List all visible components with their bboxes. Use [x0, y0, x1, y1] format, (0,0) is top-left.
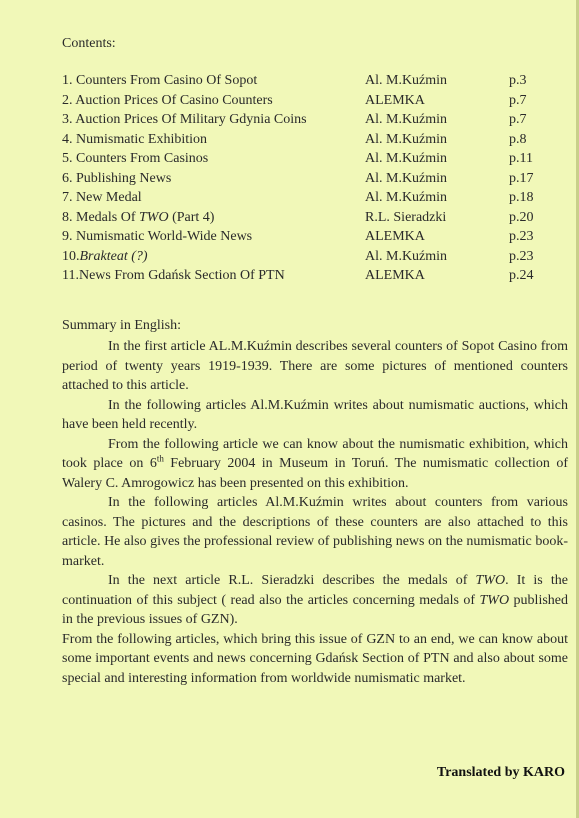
toc-item-page: p.11 [509, 151, 533, 166]
toc-item-title: 3. Auction Prices Of Military Gdynia Coins [62, 112, 307, 127]
toc-item [62, 266, 562, 286]
toc-item-title [62, 247, 148, 267]
toc-item-page: p.24 [509, 268, 534, 283]
toc-item-author: Al. M.Kuźmin [365, 151, 448, 166]
toc-item-author: Al. M.Kuźmin [365, 248, 448, 264]
toc-item [62, 149, 562, 169]
toc-item-page: p.8 [509, 131, 527, 147]
summary-text: published in the previous issues of GZN). [62, 592, 568, 627]
summary-text: In the next article R.L. Sieradzki describes the medals of [108, 573, 476, 588]
toc-item [62, 130, 562, 150]
superscript-ordinal: th [156, 453, 164, 464]
summary-text: From the following article we can know about the numismatic exhibition, which took place on 6 [62, 436, 568, 471]
contents-heading: Contents: [62, 36, 116, 51]
summary-text: . It is the continuation of this subject ( read also the articles concerning medals of [62, 573, 568, 608]
toc-item-author: Al. M.Kuźmin [365, 112, 448, 127]
toc-item-title: 1. Counters From Casino Of Sopot [62, 73, 258, 88]
toc-item-author: ALEMKA [365, 268, 425, 283]
summary-paragraph: In the following articles Al.M.Kuźmin writes about numismatic auctions, which have been held recently. [62, 397, 568, 432]
toc-item-title-prefix: 8. Medals Of [62, 209, 139, 225]
toc-item-title: 9. Numismatic World-Wide News [62, 229, 253, 244]
summary-paragraph [62, 435, 568, 494]
summary-italic: TWO [475, 573, 506, 588]
toc-item [62, 247, 562, 267]
toc-item-title-italic: TWO [139, 209, 169, 225]
toc-item-title-prefix: 10. [62, 248, 80, 264]
toc-item-title [62, 208, 214, 228]
toc-item-page: p.18 [509, 190, 534, 205]
toc-item-author: R.L. Sieradzki [365, 209, 447, 225]
table-of-contents [62, 71, 562, 286]
summary-paragraph: In the following articles Al.M.Kuźmin writes about counters from various casinos. The pictures and the descriptions of these counters are also attached to this article. He also gives the professional review of publishing news on the numismatic book- market. [62, 495, 568, 569]
toc-item [62, 169, 562, 189]
toc-item-title: 11.News From Gdańsk Section Of PTN [62, 268, 285, 283]
summary-heading: Summary in English: [62, 318, 181, 333]
toc-item-author: Al. M.Kuźmin [365, 73, 448, 88]
toc-item-page: p.23 [509, 229, 534, 244]
toc-item [62, 110, 562, 130]
toc-item-page: p.20 [509, 209, 534, 225]
toc-item-page: p.7 [509, 112, 527, 127]
toc-item-title-suffix: (Part 4) [168, 209, 215, 225]
toc-item [62, 208, 562, 228]
summary-paragraph [62, 571, 568, 630]
summary-paragraph: In the first article AL.M.Kuźmin describes several counters of Sopot Casino from period of twenty years 1919-1939. There are some pictures of mentioned counters attached to this article. [62, 339, 568, 393]
translator-credit: Translated by KARO [436, 765, 565, 780]
toc-item [62, 188, 562, 208]
toc-item-author: ALEMKA [365, 229, 425, 244]
toc-item-page: p.3 [509, 73, 527, 88]
toc-item [62, 71, 562, 91]
toc-item-title: 2. Auction Prices Of Casino Counters [62, 92, 273, 108]
toc-item-author: Al. M.Kuźmin [365, 190, 448, 205]
toc-item-title: 6. Publishing News [62, 170, 172, 186]
toc-item-page: p.23 [509, 248, 534, 264]
toc-item-title: 7. New Medal [62, 190, 142, 205]
toc-item [62, 91, 562, 111]
toc-item-title: 5. Counters From Casinos [62, 151, 209, 166]
toc-item-title: 4. Numismatic Exhibition [62, 131, 208, 147]
toc-item-page: p.17 [509, 170, 534, 186]
toc-item [62, 227, 562, 247]
summary-text: February 2004 in Museum in Toruń. The numismatic collection of Walery C. Amrogowicz has been presented on this exhibition. [62, 456, 569, 491]
summary-body [62, 337, 568, 688]
toc-item-author: Al. M.Kuźmin [365, 131, 448, 147]
toc-item-page: p.7 [509, 92, 527, 108]
summary-italic: TWO [479, 592, 510, 608]
toc-item-author: Al. M.Kuźmin [365, 170, 448, 186]
toc-item-title-italic: Brakteat (?) [79, 248, 148, 264]
toc-item-author: ALEMKA [365, 92, 425, 108]
summary-paragraph: From the following articles, which bring this issue of GZN to an end, we can know about some important events and news concerning Gdańsk Section of PTN and also about some special and interesting information from worldwide numismatic market. [62, 631, 568, 686]
